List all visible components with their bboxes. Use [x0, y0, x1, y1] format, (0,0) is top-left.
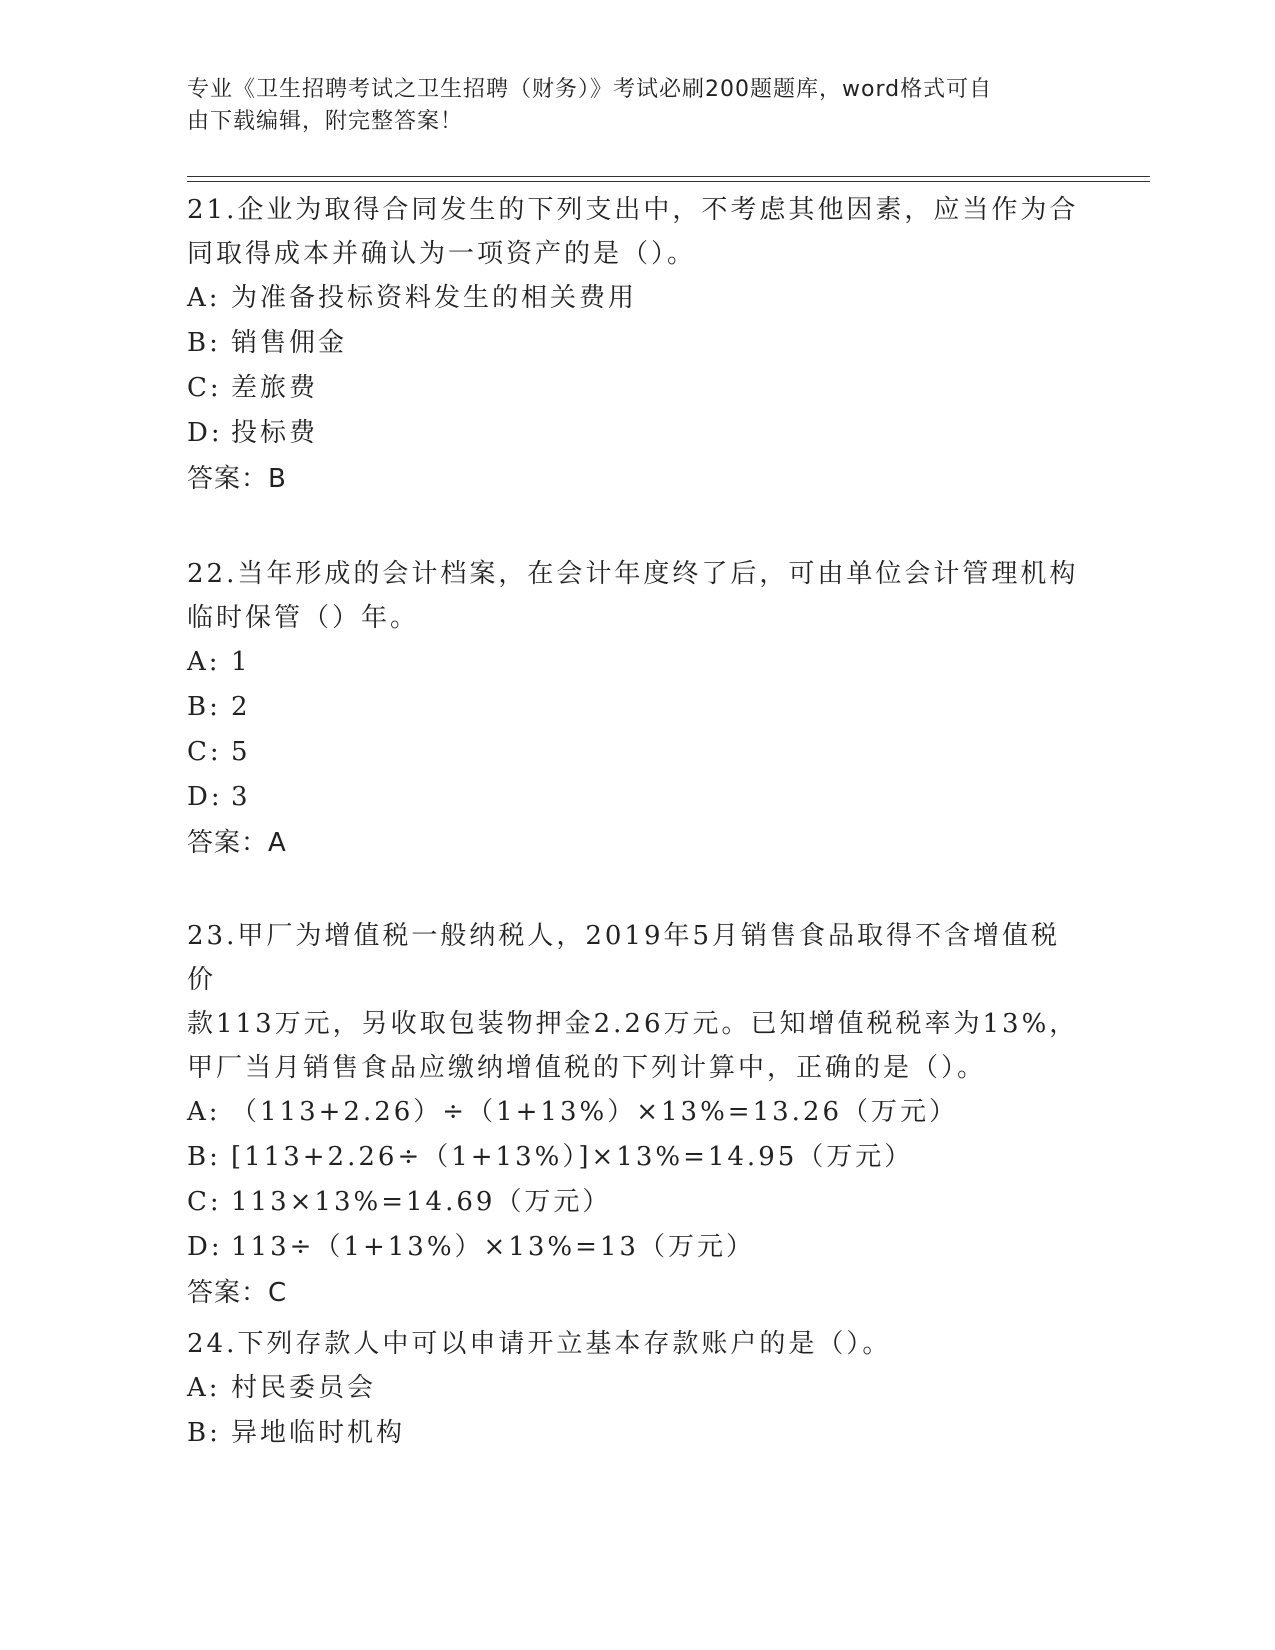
question-stem-line: 22.当年形成的会计档案，在会计年度终了后，可由单位会计管理机构	[187, 559, 1079, 589]
option-letter: A:	[187, 647, 221, 677]
question-24	[187, 1322, 1087, 1456]
option-letter: D:	[187, 782, 223, 812]
option-b	[187, 1411, 1087, 1456]
question-stem-line: 甲厂当月销售食品应缴纳增值税的下列计算中，正确的是（）。	[187, 1053, 987, 1083]
option-a	[187, 640, 1087, 685]
question-stem-line: 23.甲厂为增值税一般纳税人，2019年5月销售食品取得不含增值税价	[187, 921, 1061, 995]
option-a	[187, 1090, 1087, 1135]
question-23	[187, 914, 1087, 1316]
question-stem-line: 24.下列存款人中可以申请开立基本存款账户的是（）。	[187, 1329, 892, 1359]
answer-line	[187, 1270, 1087, 1316]
option-letter: C:	[187, 1187, 222, 1217]
question-stem-line: 同取得成本并确认为一项资产的是（）。	[187, 239, 697, 269]
option-letter: C:	[187, 373, 222, 403]
document-header	[187, 74, 1067, 138]
option-text: （113+2.26）÷（1+13%）×13%=13.26（万元）	[231, 1097, 958, 1127]
answer-label: 答案：	[187, 1278, 269, 1308]
question-21	[187, 188, 1087, 502]
option-text: 2	[231, 692, 251, 722]
question-stem-line: 21.企业为取得合同发生的下列支出中，不考虑其他因素，应当作为合	[187, 195, 1079, 225]
option-text: 1	[231, 647, 251, 677]
question-22	[187, 552, 1087, 866]
option-letter: B:	[187, 328, 221, 358]
option-text: 村民委员会	[231, 1373, 377, 1403]
option-text: 销售佣金	[231, 328, 348, 358]
option-b	[187, 1135, 1087, 1180]
option-d	[187, 1225, 1087, 1270]
answer-label: 答案：	[187, 828, 269, 858]
option-text: 异地临时机构	[231, 1418, 406, 1448]
option-letter: C:	[187, 737, 222, 767]
option-c	[187, 730, 1087, 775]
option-text: 3	[231, 782, 251, 812]
option-letter: A:	[187, 1373, 221, 1403]
option-letter: A:	[187, 283, 221, 313]
option-text: [113+2.26÷（1+13%）]×13%=14.95（万元）	[231, 1142, 914, 1172]
option-text: 113×13%=14.69（万元）	[231, 1187, 612, 1217]
answer-line	[187, 820, 1087, 866]
question-stem-line: 款113万元，另收取包装物押金2.26万元。已知增值税税率为13%，	[187, 1009, 1079, 1039]
option-c	[187, 1180, 1087, 1225]
option-text: 113÷（1+13%）×13%=13（万元）	[231, 1232, 755, 1262]
answer-label: 答案：	[187, 464, 269, 494]
header-divider-top	[187, 176, 1150, 177]
option-a	[187, 1366, 1087, 1411]
option-d	[187, 411, 1087, 456]
header-line-2: 由下载编辑，附完整答案！	[187, 109, 464, 134]
option-d	[187, 775, 1087, 820]
header-line-1: 专业《卫生招聘考试之卫生招聘（财务）》考试必刷200题题库，word格式可自	[187, 77, 993, 102]
option-b	[187, 685, 1087, 730]
answer-line	[187, 456, 1087, 502]
answer-value: B	[268, 464, 287, 494]
option-a	[187, 276, 1087, 321]
option-text: 5	[231, 737, 251, 767]
option-letter: B:	[187, 692, 221, 722]
option-letter: A:	[187, 1097, 221, 1127]
option-text: 差旅费	[231, 373, 319, 403]
question-stem-line: 临时保管（）年。	[187, 603, 420, 633]
option-letter: D:	[187, 418, 223, 448]
header-divider-bottom	[187, 181, 1150, 182]
option-c	[187, 366, 1087, 411]
option-b	[187, 321, 1087, 366]
option-letter: D:	[187, 1232, 223, 1262]
option-letter: B:	[187, 1418, 221, 1448]
option-letter: B:	[187, 1142, 221, 1172]
answer-value: A	[268, 828, 287, 858]
option-text: 投标费	[231, 418, 319, 448]
option-text: 为准备投标资料发生的相关费用	[231, 283, 638, 313]
answer-value: C	[268, 1278, 288, 1308]
